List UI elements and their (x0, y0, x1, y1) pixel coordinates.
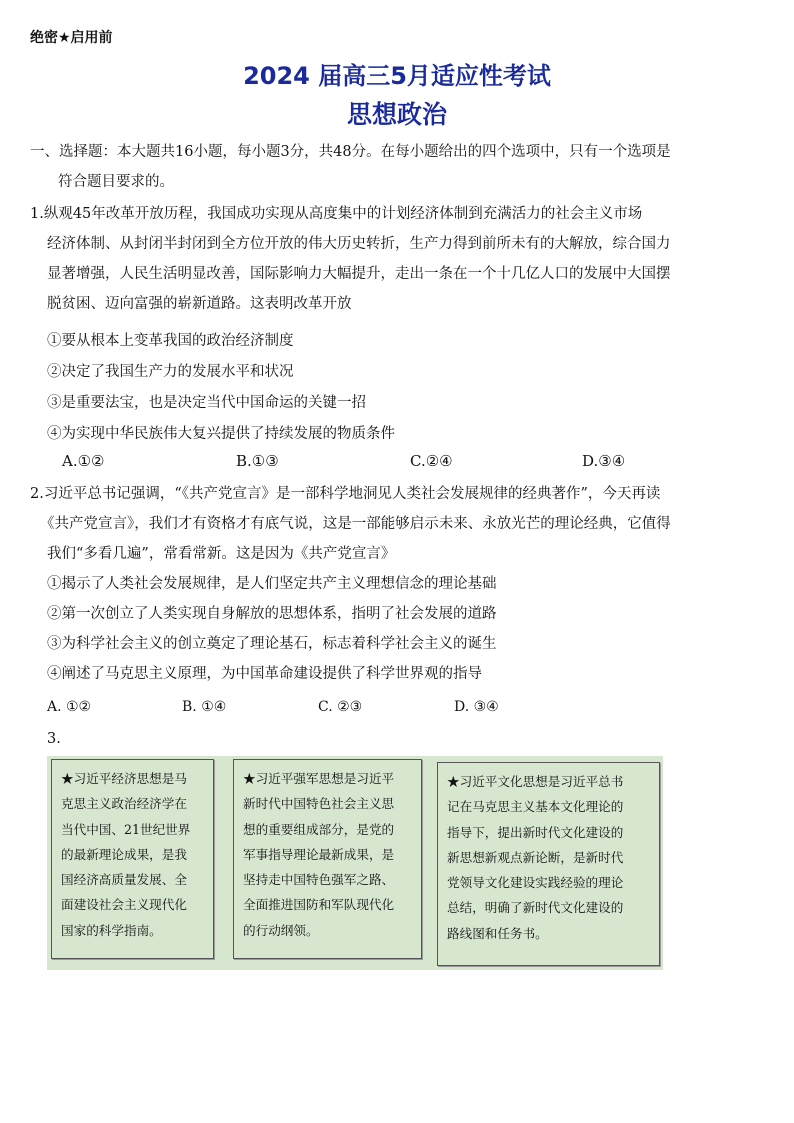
q1-options (0, 451, 794, 473)
section-instruction-line: 符合题目要求的。 (58, 174, 174, 190)
q3-box-line: 新时代中国特色社会主义思 (243, 796, 395, 812)
q1-item: ③是重要法宝，也是决定当代中国命运的关键一招 (47, 395, 366, 411)
q3-box-line: ★习近平经济思想是马 (61, 771, 187, 786)
q1-stem-line: 显著增强，人民生活明显改善，国际影响力大幅提升，走出一条在一个十几亿人口的发展中大国摆 (47, 266, 671, 282)
q3-box-line: 国家的科学指南。 (61, 922, 162, 938)
q3-box-line: 克思主义政治经济学在 (61, 796, 187, 812)
q3-box-line: 指导下，提出新时代文化建设的 (447, 824, 624, 840)
q3-box-line: 国经济高质量发展、全 (61, 872, 187, 888)
q3-box-line: 新思想新观点新论断，是新时代 (447, 849, 624, 865)
q1-item: ②决定了我国生产力的发展水平和状况 (47, 364, 294, 380)
q3-box-line: 面建设社会主义现代化 (61, 897, 187, 913)
q2-item: ①揭示了人类社会发展规律，是人们坚定共产主义理想信念的理论基础 (47, 576, 497, 592)
q1-option-c[interactable]: C.②④ (410, 452, 453, 470)
q3-box-line: 当代中国、21世纪世界 (61, 821, 191, 837)
q2-stem-line: 《共产党宣言》，我们才有资格才有底气说，这是一部能够启示未来、永放光芒的理论经典，它值得 (40, 516, 671, 532)
q1-option-d[interactable]: D.③④ (582, 452, 626, 470)
q3-box-line: 军事指导理论最新成果，是 (243, 846, 395, 862)
q1-stem-line: 1.纵观45年改革开放历程，我国成功实现从高度集中的计划经济体制到充满活力的社会主义市场 (30, 206, 643, 222)
q1-stem-line: 脱贫困、迈向富强的崭新道路。这表明改革开放 (47, 296, 352, 312)
q2-option-d[interactable]: D. ③④ (454, 699, 499, 715)
q3-box-line: 想的重要组成部分，是党的 (243, 821, 395, 837)
q1-option-b[interactable]: B.①③ (236, 452, 279, 470)
q2-option-c[interactable]: C. ②③ (318, 699, 363, 715)
q2-option-a[interactable]: A. ①② (47, 699, 92, 715)
q2-stem-line: 2.习近平总书记强调，“《共产党宣言》是一部科学地洞见人类社会发展规律的经典著作”，今天再读 (30, 486, 661, 502)
q2-item: ②第一次创立了人类实现自身解放的思想体系，指明了社会发展的道路 (47, 606, 497, 622)
q3-box-line: 路线图和任务书。 (447, 925, 548, 941)
q2-options (0, 697, 794, 719)
q3-box-military-thought (233, 759, 422, 959)
q2-item: ④阐述了马克思主义原理，为中国革命建设提供了科学世界观的指导 (47, 666, 482, 682)
q3-box-line: ★习近平文化思想是习近平总书 (447, 774, 624, 789)
section-instruction-line: 一、选择题：本大题共16小题，每小题3分，共48分。在每小题给出的四个选项中，只有一个选项是 (30, 144, 671, 160)
q3-box-line: 全面推进国防和军队现代化 (243, 897, 395, 913)
q3-box-line: 坚持走中国特色强军之路、 (243, 872, 395, 888)
q2-stem-line: 我们“多看几遍”，常看常新。这是因为《共产党宣言》 (47, 546, 396, 562)
q3-number: 3. (47, 731, 61, 747)
q2-item: ③为科学社会主义的创立奠定了理论基石，标志着科学社会主义的诞生 (47, 636, 497, 652)
confidential-label: 绝密★启用前 (30, 30, 113, 46)
q3-box-line: ★习近平强军思想是习近平 (243, 771, 395, 786)
q3-box-line: 总结，明确了新时代文化建设的 (447, 900, 624, 916)
q1-stem-line: 经济体制、从封闭半封闭到全方位开放的伟大历史转折，生产力得到前所未有的大解放，综合国力 (47, 236, 671, 252)
q2-option-b[interactable]: B. ①④ (182, 699, 227, 715)
q3-box-line: 的最新理论成果，是我 (61, 846, 187, 862)
q3-box-economic-thought (51, 759, 214, 959)
q3-box-line: 记在马克思主义基本文化理论的 (447, 799, 624, 815)
exam-title: 2024 届高三5月适应性考试 (243, 62, 551, 90)
q3-box-line: 的行动纲领。 (243, 922, 319, 938)
q1-item: ④为实现中华民族伟大复兴提供了持续发展的物质条件 (47, 426, 395, 442)
q1-option-a[interactable]: A.①② (62, 452, 105, 470)
q3-box-line: 党领导文化建设实践经验的理论 (447, 875, 624, 891)
q3-box-cultural-thought (437, 762, 660, 966)
subject-title: 思想政治 (346, 100, 447, 129)
q1-item: ①要从根本上变革我国的政治经济制度 (47, 333, 294, 349)
